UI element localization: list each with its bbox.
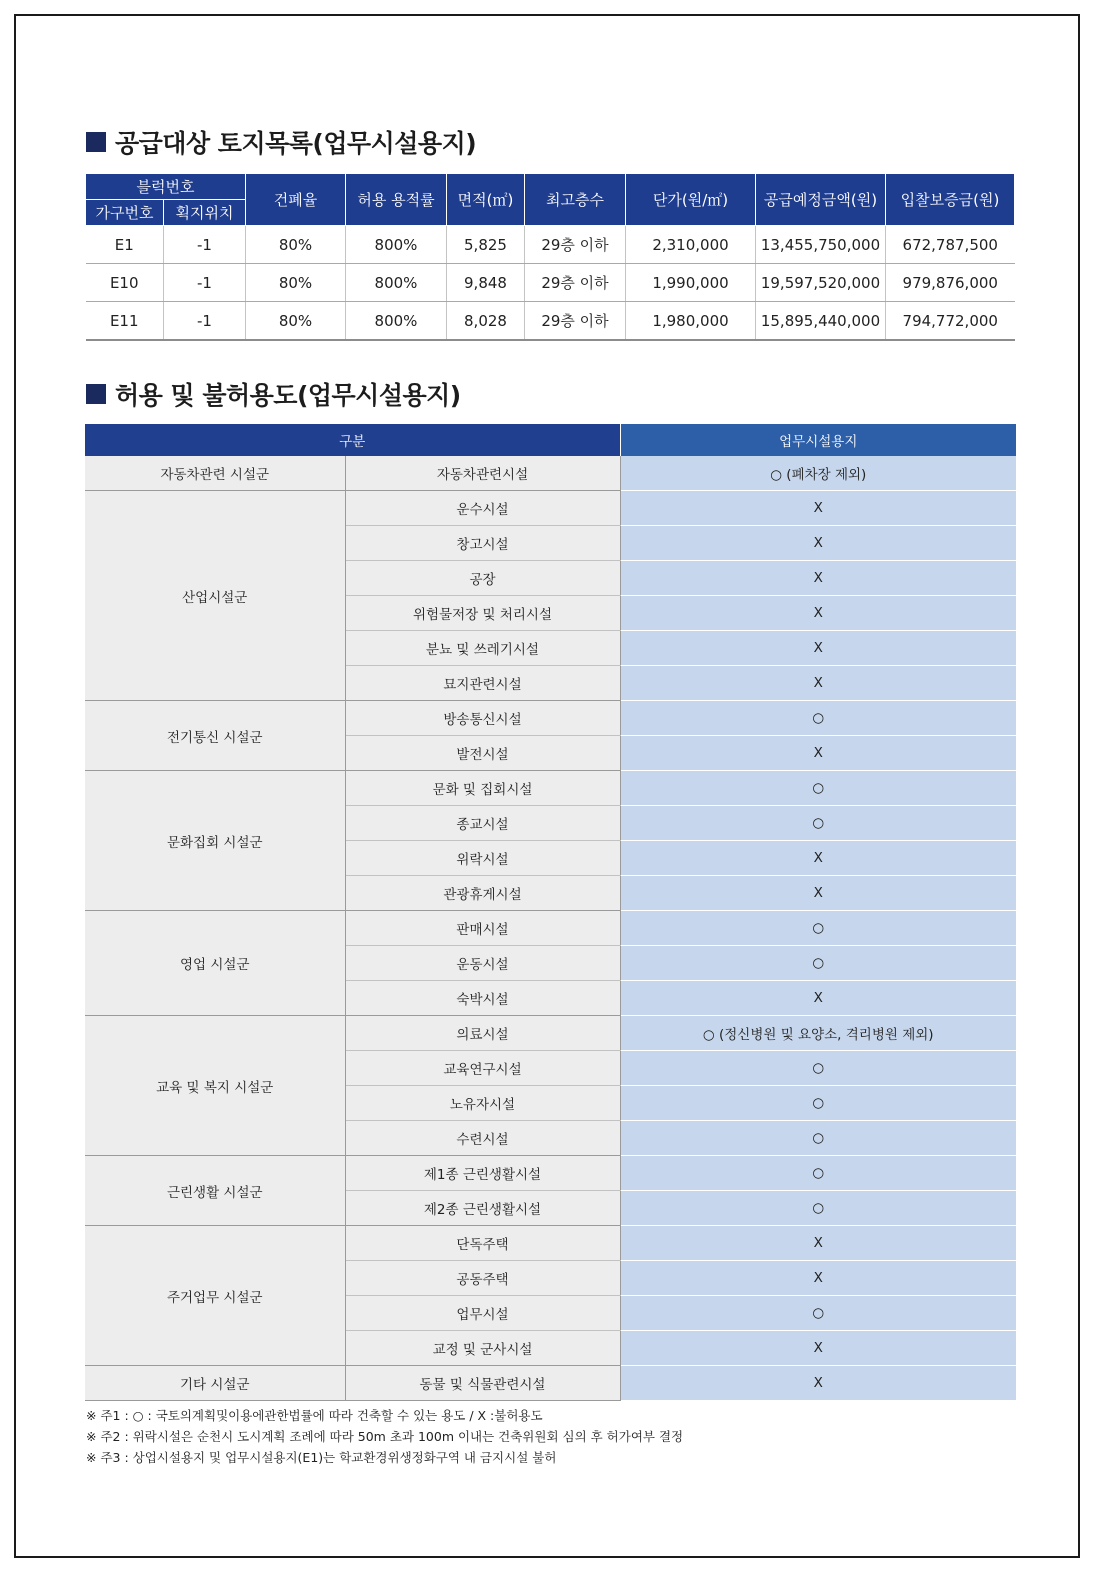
cell-coverage: 80%: [246, 264, 346, 302]
cell-permission: ○ (정신병원 및 요양소, 격리병원 제외): [620, 1016, 1016, 1051]
permitted-uses-table: [85, 424, 1016, 1401]
header-lot: 가구번호: [86, 200, 164, 226]
cell-supply-price: 19,597,520,000: [756, 264, 886, 302]
cell-floors: 29층 이하: [525, 226, 626, 264]
cell-facility: 의료시설: [345, 1016, 620, 1051]
cell-permission: ○: [620, 701, 1016, 736]
cell-facility: 창고시설: [345, 526, 620, 561]
cell-permission: X: [620, 631, 1016, 666]
header-category: 구분: [85, 424, 620, 456]
cell-facility: 종교시설: [345, 806, 620, 841]
cell-unit-price: 2,310,000: [626, 226, 756, 264]
cell-permission: X: [620, 561, 1016, 596]
cell-permission: X: [620, 1366, 1016, 1401]
cell-lot: E10: [86, 264, 164, 302]
cell-permission: X: [620, 596, 1016, 631]
header-zone: 업무시설용지: [620, 424, 1016, 456]
cell-permission: X: [620, 1226, 1016, 1261]
note-2: ※ 주2 : 위락시설은 순천시 도시계획 조례에 따라 50m 초과 100m 이내는 건축위원회 심의 후 허가여부 결정: [86, 1429, 684, 1444]
table-row: [86, 226, 1015, 264]
cell-position: -1: [164, 302, 246, 341]
table-row: [86, 302, 1015, 341]
cell-group: 산업시설군: [85, 491, 345, 701]
cell-facility: 문화 및 집회시설: [345, 771, 620, 806]
square-bullet-icon: [86, 384, 106, 404]
cell-permission: ○: [620, 911, 1016, 946]
table-row: [85, 1156, 1016, 1191]
cell-permission: ○: [620, 1191, 1016, 1226]
cell-far: 800%: [346, 264, 447, 302]
note-3: ※ 주3 : 상업시설용지 및 업무시설용지(E1)는 학교환경위생정화구역 내 금지시설 불허: [86, 1450, 557, 1465]
table-row: [85, 701, 1016, 736]
cell-facility: 운동시설: [345, 946, 620, 981]
cell-facility: 위험물저장 및 처리시설: [345, 596, 620, 631]
cell-permission: X: [620, 736, 1016, 771]
land-list-table: [85, 173, 1015, 341]
cell-permission: X: [620, 666, 1016, 701]
cell-permission: ○ (폐차장 제외): [620, 456, 1016, 491]
cell-facility: 운수시설: [345, 491, 620, 526]
cell-group: 근린생활 시설군: [85, 1156, 345, 1226]
header-block: 블럭번호: [86, 174, 246, 200]
cell-facility: 묘지관련시설: [345, 666, 620, 701]
cell-group: 자동차관련 시설군: [85, 456, 345, 491]
cell-facility: 방송통신시설: [345, 701, 620, 736]
cell-group: 교육 및 복지 시설군: [85, 1016, 345, 1156]
square-bullet-icon: [86, 132, 106, 152]
cell-unit-price: 1,990,000: [626, 264, 756, 302]
cell-permission: ○: [620, 1086, 1016, 1121]
cell-permission: ○: [620, 1121, 1016, 1156]
cell-permission: ○: [620, 946, 1016, 981]
cell-deposit: 979,876,000: [886, 264, 1015, 302]
header-area: 면적(㎡): [447, 174, 525, 226]
cell-position: -1: [164, 264, 246, 302]
cell-group: 전기통신 시설군: [85, 701, 345, 771]
cell-facility: 제1종 근린생활시설: [345, 1156, 620, 1191]
cell-coverage: 80%: [246, 302, 346, 341]
cell-facility: 관광휴게시설: [345, 876, 620, 911]
cell-permission: X: [620, 876, 1016, 911]
cell-facility: 제2종 근린생활시설: [345, 1191, 620, 1226]
section1-heading: [86, 124, 476, 160]
section2-title: 허용 및 불허용도(업무시설용지): [115, 381, 461, 410]
section1-title: 공급대상 토지목록(업무시설용지): [115, 129, 477, 158]
table-row: [86, 264, 1015, 302]
cell-facility: 공장: [345, 561, 620, 596]
cell-floors: 29층 이하: [525, 264, 626, 302]
table-row: [85, 1016, 1016, 1051]
header-coverage: 건폐율: [246, 174, 346, 226]
header-position: 획지위치: [164, 200, 246, 226]
header-supply-price: 공급예정금액(원): [756, 174, 886, 226]
table-row: [85, 1226, 1016, 1261]
cell-permission: ○: [620, 806, 1016, 841]
table-row: [85, 456, 1016, 491]
cell-facility: 위락시설: [345, 841, 620, 876]
cell-group: 문화집회 시설군: [85, 771, 345, 911]
cell-facility: 교정 및 군사시설: [345, 1331, 620, 1366]
cell-lot: E1: [86, 226, 164, 264]
cell-facility: 교육연구시설: [345, 1051, 620, 1086]
cell-unit-price: 1,980,000: [626, 302, 756, 341]
cell-permission: ○: [620, 771, 1016, 806]
cell-permission: X: [620, 981, 1016, 1016]
cell-facility: 단독주택: [345, 1226, 620, 1261]
header-unit-price: 단가(원/㎡): [626, 174, 756, 226]
cell-area: 8,028: [447, 302, 525, 341]
header-floors: 최고층수: [525, 174, 626, 226]
table-row: [85, 491, 1016, 526]
section2-heading: [86, 376, 461, 412]
cell-facility: 노유자시설: [345, 1086, 620, 1121]
header-far: 허용 용적률: [346, 174, 447, 226]
cell-position: -1: [164, 226, 246, 264]
cell-deposit: 672,787,500: [886, 226, 1015, 264]
table-row: [85, 911, 1016, 946]
notes: [86, 1405, 683, 1468]
cell-facility: 수련시설: [345, 1121, 620, 1156]
table-row: [85, 771, 1016, 806]
cell-area: 5,825: [447, 226, 525, 264]
header-deposit: 입찰보증금(원): [886, 174, 1015, 226]
cell-permission: X: [620, 1261, 1016, 1296]
cell-far: 800%: [346, 226, 447, 264]
cell-group: 기타 시설군: [85, 1366, 345, 1401]
cell-permission: ○: [620, 1156, 1016, 1191]
cell-facility: 동물 및 식물관련시설: [345, 1366, 620, 1401]
note-1: ※ 주1 : ○ : 국토의계획및이용에관한법률에 따라 건축할 수 있는 용도 / X :불허용도: [86, 1408, 543, 1423]
cell-floors: 29층 이하: [525, 302, 626, 341]
cell-facility: 분뇨 및 쓰레기시설: [345, 631, 620, 666]
cell-supply-price: 15,895,440,000: [756, 302, 886, 341]
cell-permission: ○: [620, 1296, 1016, 1331]
cell-lot: E11: [86, 302, 164, 341]
cell-facility: 업무시설: [345, 1296, 620, 1331]
cell-permission: X: [620, 526, 1016, 561]
cell-facility: 자동차관련시설: [345, 456, 620, 491]
cell-permission: X: [620, 841, 1016, 876]
cell-coverage: 80%: [246, 226, 346, 264]
cell-facility: 발전시설: [345, 736, 620, 771]
table-row: [85, 1366, 1016, 1401]
cell-facility: 공동주택: [345, 1261, 620, 1296]
cell-deposit: 794,772,000: [886, 302, 1015, 341]
cell-facility: 숙박시설: [345, 981, 620, 1016]
cell-permission: ○: [620, 1051, 1016, 1086]
cell-facility: 판매시설: [345, 911, 620, 946]
cell-permission: X: [620, 491, 1016, 526]
cell-permission: X: [620, 1331, 1016, 1366]
cell-far: 800%: [346, 302, 447, 341]
cell-supply-price: 13,455,750,000: [756, 226, 886, 264]
cell-group: 주거업무 시설군: [85, 1226, 345, 1366]
cell-group: 영업 시설군: [85, 911, 345, 1016]
cell-area: 9,848: [447, 264, 525, 302]
